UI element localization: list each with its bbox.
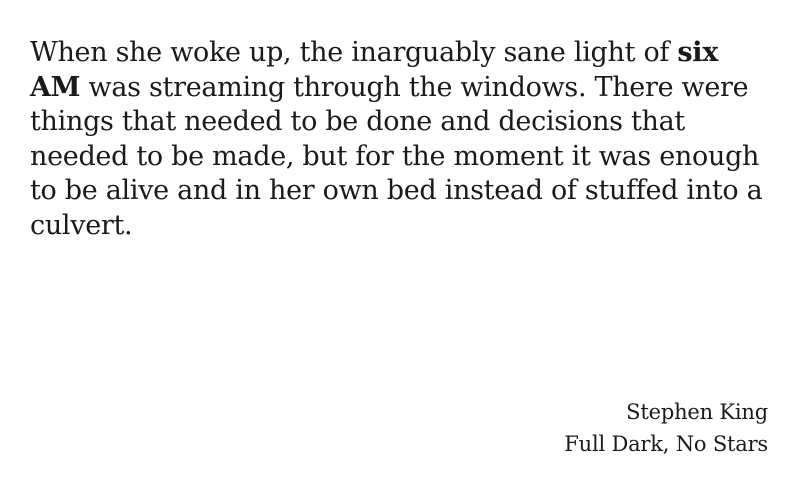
attribution [564,396,768,460]
quote-time-highlight: six AM [30,37,719,103]
author-name: Stephen King [626,400,768,424]
quote-text-before-time: When she woke up, the inarguably sane light of [30,37,678,68]
quote-text-after-time: was streaming through the windows. There were things that needed to be done and decisions that needed to be made, but for the moment it was enough to be alive and in her own bed instead of stuffed into a culvert. [30,71,763,241]
book-title: Full Dark, No Stars [564,432,768,456]
quote-text [30,36,770,243]
